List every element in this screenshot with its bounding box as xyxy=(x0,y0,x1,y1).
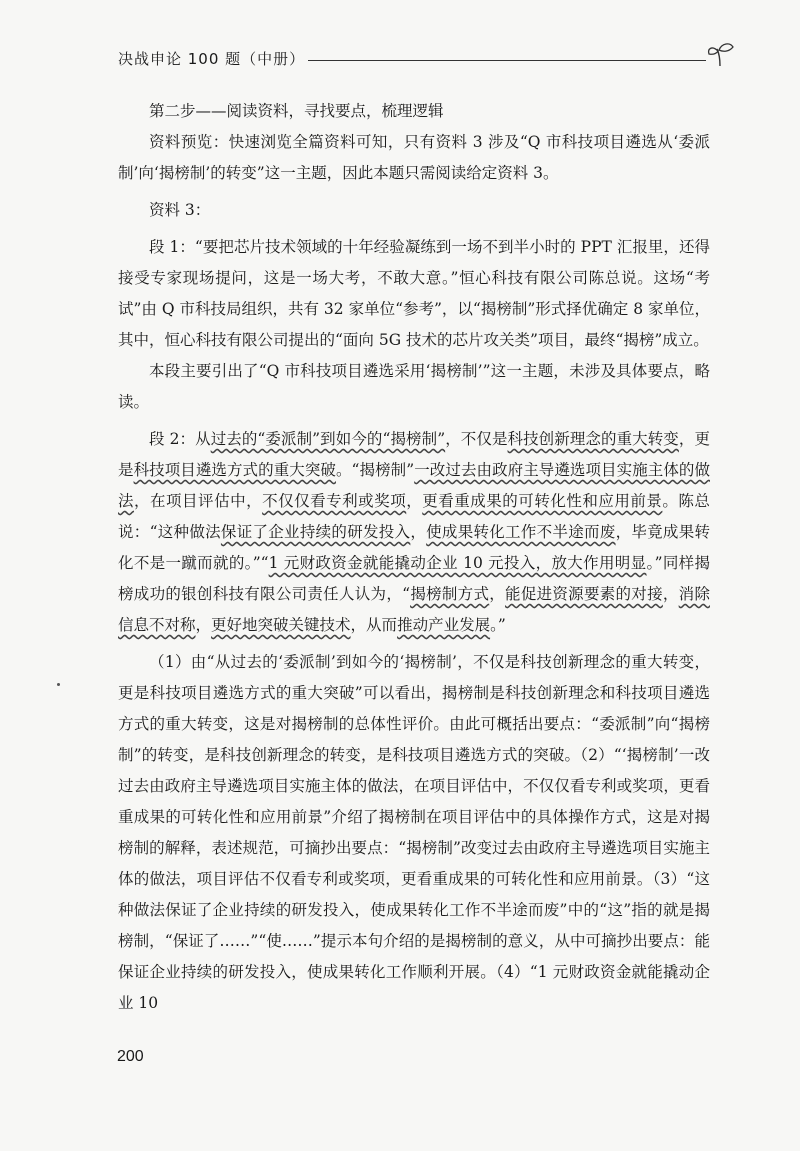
step-heading: 第二步——阅读资料，寻找要点，梳理逻辑 xyxy=(149,102,444,120)
text-segment: ， xyxy=(410,523,427,541)
analysis-paragraph: （1）由“从过去的‘委派制’到如今的‘揭榜制’，不仅是科技创新理念的重大转变，更是科技项目遴选方式的重大突破”可以看出，揭榜制是科技创新理念和科技项目遴选方式的重大转变，这是对揭榜制的总体性评价。由此可概括出要点：“委派制”向“揭榜制”的转变，是科技创新理念的转变，是科技项目遴选方式的突破。（2）“‘揭榜制’一改过去由政府主导遴选项目实施主体的做法，在项目评估中，不仅仅看专利或奖项，更看重成果的可转化性和应用前景”介绍了揭榜制在项目评估中的具体操作方式，这是对揭榜制的解释，表述规范，可摘抄出要点：“揭榜制”改变过去由政府主导遴选项目实施主体的做法，项目评估不仅看专利或奖项，更看重成果的可转化性和应用前景。（3）“这种做法保证了企业持续的研发投入，使成果转化工作不半途而废”中的“这”指的就是揭榜制，“保证了……”“使……”提示本句介绍的是揭榜制的意义，从中可摘抄出要点：能保证企业持续的研发投入，使成果转化工作顺利开展。（4）“1 元财政资金就能撬动企业 10 xyxy=(118,653,710,1012)
underlined-phrase: 过去的“委派制”到如今的“揭榜制” xyxy=(210,430,446,448)
underlined-phrase: 一改过去由政府主导遴选项目实施主体的做法 xyxy=(118,461,710,510)
material-label: 资料 3： xyxy=(149,201,211,219)
underlined-phrase: 揭榜制方式 xyxy=(410,585,490,603)
text-segment: 。” xyxy=(490,616,506,634)
underlined-phrase: 消除信息不对称 xyxy=(118,585,710,634)
page-number: 200 xyxy=(117,1048,144,1065)
main-content xyxy=(118,96,710,1019)
sprout-icon xyxy=(706,42,738,68)
text-segment: ， xyxy=(195,616,212,634)
scan-mark xyxy=(57,683,60,686)
preview-paragraph: 资料预览：快速浏览全篇资料可知，只有资料 3 涉及“Q 市科技项目遴选从‘委派制’向‘揭榜制’的转变”这一主题，因此本题只需阅读给定资料 3。 xyxy=(118,133,710,182)
underlined-phrase: 更看重成果的可转化性和应用前景 xyxy=(422,492,663,510)
text-segment: ，从而 xyxy=(350,616,398,634)
paragraph-1-note: 本段主要引出了“Q 市科技项目遴选采用‘揭榜制’”这一主题，未涉及具体要点，略读。 xyxy=(118,362,710,411)
text-segment: ， xyxy=(662,585,679,603)
text-segment: ， xyxy=(406,492,423,510)
text-segment: 。陈总说：“这种做法 xyxy=(118,492,710,541)
underlined-phrase: 使成果转化工作不半途而废 xyxy=(426,523,616,541)
material-paragraph-1: 段 1：“要把芯片技术领域的十年经验凝练到一场不到半小时的 PPT 汇报里，还得接受专家现场提问，这是一场大考，不敢大意。”恒心科技有限公司陈总说。这场“考试”由 Q 市科技局组织，共有 32 家单位“参考”，以“揭榜制”形式择优确定 8 家单位，其中，恒心科技有限公司提出的“面向 5G 技术的芯片攻关类”项目，最终“揭榜”成立。 xyxy=(118,238,710,349)
text-segment: ， xyxy=(489,585,506,603)
text-segment: 。”同样揭榜成功的银创科技有限公司责任人认为，“ xyxy=(118,554,710,603)
text-segment: ，更是 xyxy=(118,430,710,479)
text-segment: ，在项目评估中， xyxy=(134,492,263,510)
underlined-phrase: 保证了企业持续的研发投入 xyxy=(220,523,411,541)
text-segment: 。“揭榜制” xyxy=(335,461,415,479)
underlined-phrase: 科技创新理念的重大转变 xyxy=(507,430,679,448)
underlined-phrase: 能促进资源要素的对接 xyxy=(505,585,663,603)
underlined-phrase: 推动产业发展 xyxy=(397,616,491,634)
header-title: 决战申论 100 题（中册） xyxy=(118,50,306,68)
running-header xyxy=(118,48,738,74)
text-segment: ，不仅是 xyxy=(445,430,508,448)
material-paragraph-2 xyxy=(118,424,710,641)
underlined-phrase: 更好地突破关键技术 xyxy=(211,616,351,634)
header-rule xyxy=(308,60,706,61)
underlined-phrase: 不仅仅看专利或奖项 xyxy=(262,492,407,510)
underlined-phrase: 1 元财政资金就能撬动企业 10 元投入，放大作用明显 xyxy=(268,554,647,572)
text-segment: ，毕竟成果转化不是一蹴而就的。”“ xyxy=(118,523,710,572)
underlined-phrase: 科技项目遴选方式的重大突破 xyxy=(133,461,336,479)
text-segment: 段 2：从 xyxy=(149,430,211,448)
